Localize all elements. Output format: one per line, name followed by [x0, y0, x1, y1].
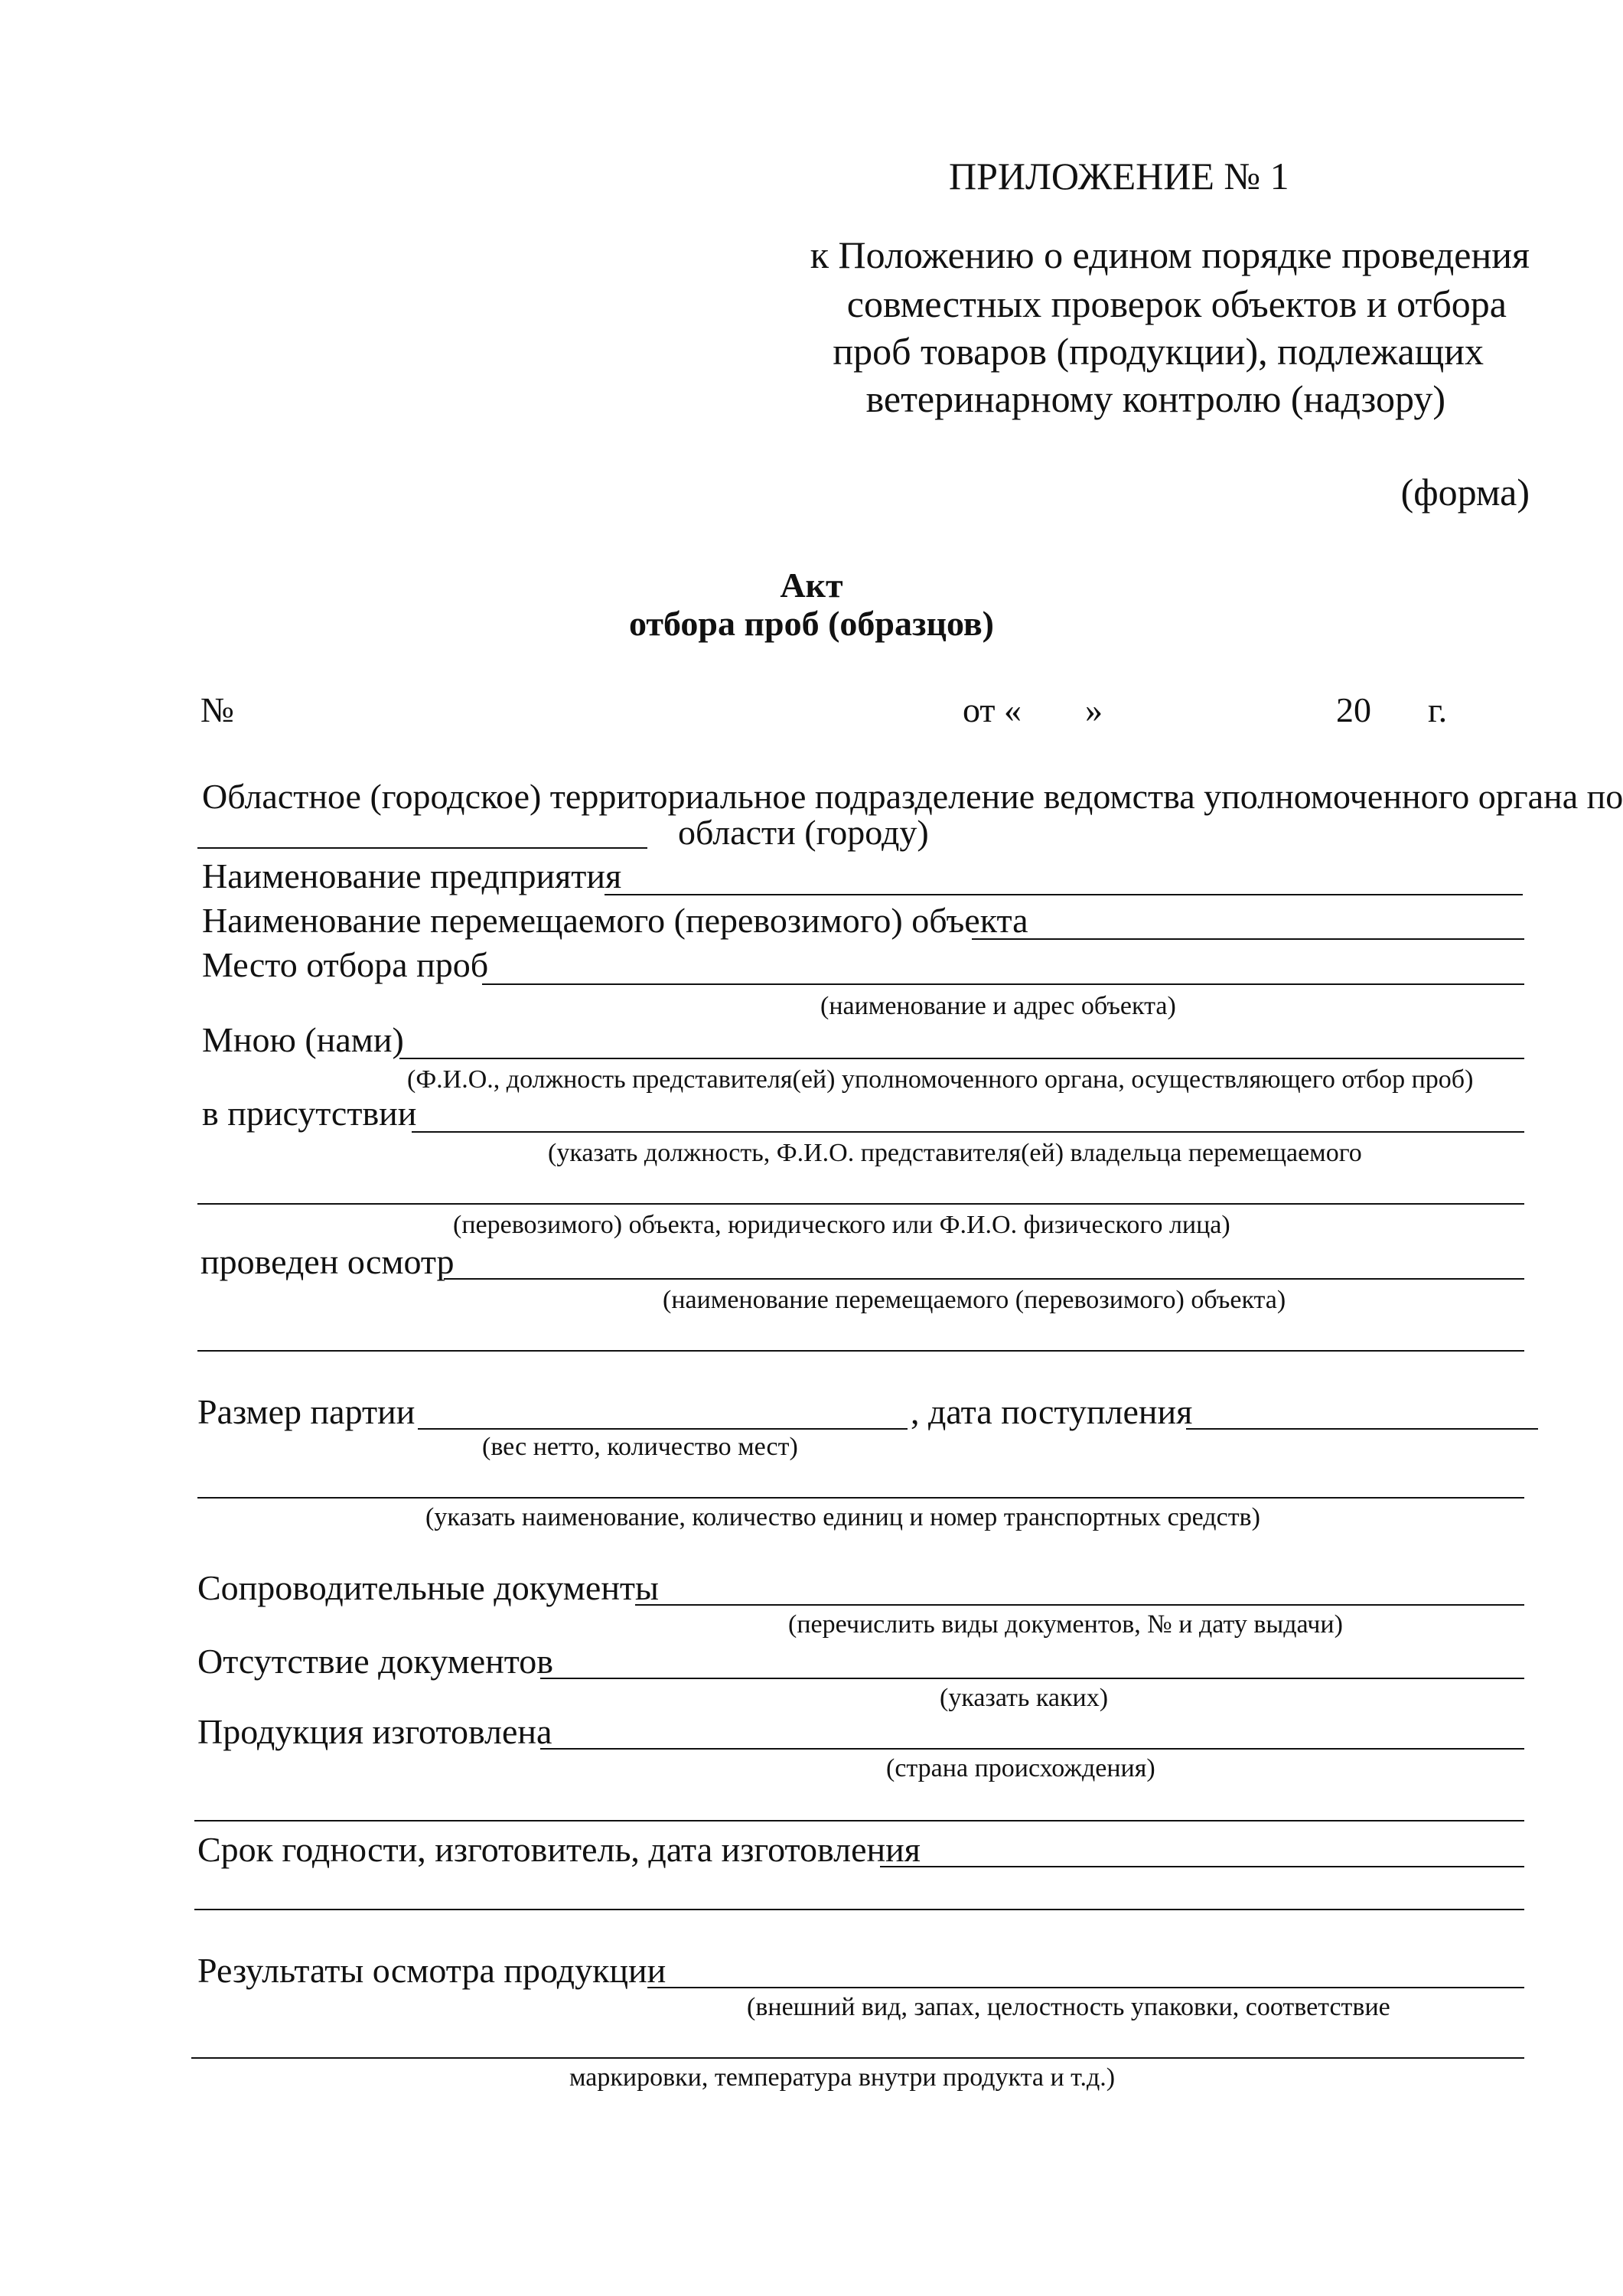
- produced-hint: (страна происхождения): [886, 1754, 1155, 1782]
- accompanying-docs-line[interactable]: [635, 1604, 1524, 1606]
- reference-line-4: ветеринарному контролю (надзору): [865, 377, 1445, 420]
- missing-hint: (указать каких): [940, 1684, 1109, 1712]
- inspection-line-2[interactable]: [197, 1350, 1524, 1352]
- reference-line-2: совместных проверок объектов и отбора: [846, 282, 1507, 325]
- batch-size-line[interactable]: [418, 1428, 908, 1430]
- inspection-hint: (наименование перемещаемого (перевозимого) объекта): [663, 1286, 1286, 1314]
- region-line[interactable]: [197, 847, 647, 849]
- enterprise-name-line[interactable]: [605, 894, 1523, 895]
- in-presence-line[interactable]: [412, 1131, 1524, 1133]
- in-presence-line-2[interactable]: [197, 1203, 1524, 1205]
- shelf-life-line-2[interactable]: [194, 1909, 1524, 1910]
- by-me-line[interactable]: [399, 1058, 1524, 1059]
- sampling-place-line[interactable]: [482, 983, 1524, 985]
- transport-line[interactable]: [197, 1497, 1524, 1499]
- missing-docs-line[interactable]: [540, 1678, 1524, 1679]
- moved-object-label: Наименование перемещаемого (перевозимого) объекта: [202, 901, 1028, 940]
- accompanying-docs-label: Сопроводительные документы: [197, 1568, 659, 1607]
- year-prefix: 20: [1336, 690, 1371, 729]
- region-caption: области (городу): [678, 813, 929, 852]
- by-me-label: Мною (нами): [202, 1020, 404, 1059]
- produced-in-line[interactable]: [540, 1748, 1524, 1750]
- reference-line-3: проб товаров (продукции), подлежащих: [833, 330, 1484, 373]
- date-from-label: от «: [963, 690, 1022, 729]
- act-title: Акт: [780, 566, 843, 605]
- accompanying-hint: (перечислить виды документов, № и дату выдачи): [788, 1610, 1343, 1639]
- act-subtitle: отбора проб (образцов): [629, 604, 994, 643]
- in-presence-hint: (указать должность, Ф.И.О. представителя(ей) владельца перемещаемого: [548, 1139, 1362, 1167]
- sampling-place-label: Место отбора проб: [202, 945, 489, 984]
- shelf-life-line[interactable]: [880, 1866, 1524, 1867]
- territorial-unit-label: Областное (городское) территориальное подразделение ведомства уполномоченного органа по: [202, 777, 1623, 816]
- produced-in-line-2[interactable]: [194, 1820, 1524, 1821]
- date-close-quote: »: [1085, 690, 1103, 729]
- batch-hint: (вес нетто, количество мест): [482, 1433, 798, 1461]
- sampling-place-hint: (наименование и адрес объекта): [820, 992, 1176, 1020]
- transport-hint: (указать наименование, количество единиц и номер транспортных средств): [425, 1503, 1260, 1531]
- number-sign: №: [200, 690, 234, 729]
- results-hint: (внешний вид, запах, целостность упаковки, соответствие: [747, 1993, 1390, 2021]
- by-me-hint: (Ф.И.О., должность представителя(ей) уполномоченного органа, осуществляющего отбор проб): [407, 1065, 1474, 1094]
- inspection-results-line-2[interactable]: [191, 2057, 1524, 2059]
- inspection-done-line[interactable]: [444, 1278, 1524, 1280]
- missing-docs-label: Отсутствие документов: [197, 1642, 553, 1681]
- form-label: (форма): [1400, 471, 1530, 514]
- inspection-results-line[interactable]: [647, 1987, 1524, 1988]
- shelf-life-label: Срок годности, изготовитель, дата изготовления: [197, 1830, 921, 1869]
- arrival-date-line[interactable]: [1186, 1428, 1538, 1430]
- in-presence-hint-2: (перевозимого) объекта, юридического или Ф.И.О. физического лица): [453, 1211, 1230, 1239]
- arrival-date-label: , дата поступления: [911, 1392, 1193, 1431]
- year-suffix: г.: [1428, 690, 1448, 729]
- enterprise-name-label: Наименование предприятия: [202, 856, 622, 895]
- inspection-done-label: проведен осмотр: [200, 1242, 455, 1281]
- results-hint-2: маркировки, температура внутри продукта и т.д.): [569, 2063, 1116, 2092]
- reference-line-1: к Положению о едином порядке проведения: [810, 233, 1530, 276]
- appendix-title: ПРИЛОЖЕНИЕ № 1: [949, 155, 1289, 197]
- in-presence-label: в присутствии: [202, 1094, 417, 1133]
- batch-size-label: Размер партии: [197, 1392, 416, 1431]
- moved-object-line[interactable]: [972, 938, 1524, 940]
- produced-in-label: Продукция изготовлена: [197, 1712, 552, 1751]
- inspection-results-label: Результаты осмотра продукции: [197, 1951, 666, 1990]
